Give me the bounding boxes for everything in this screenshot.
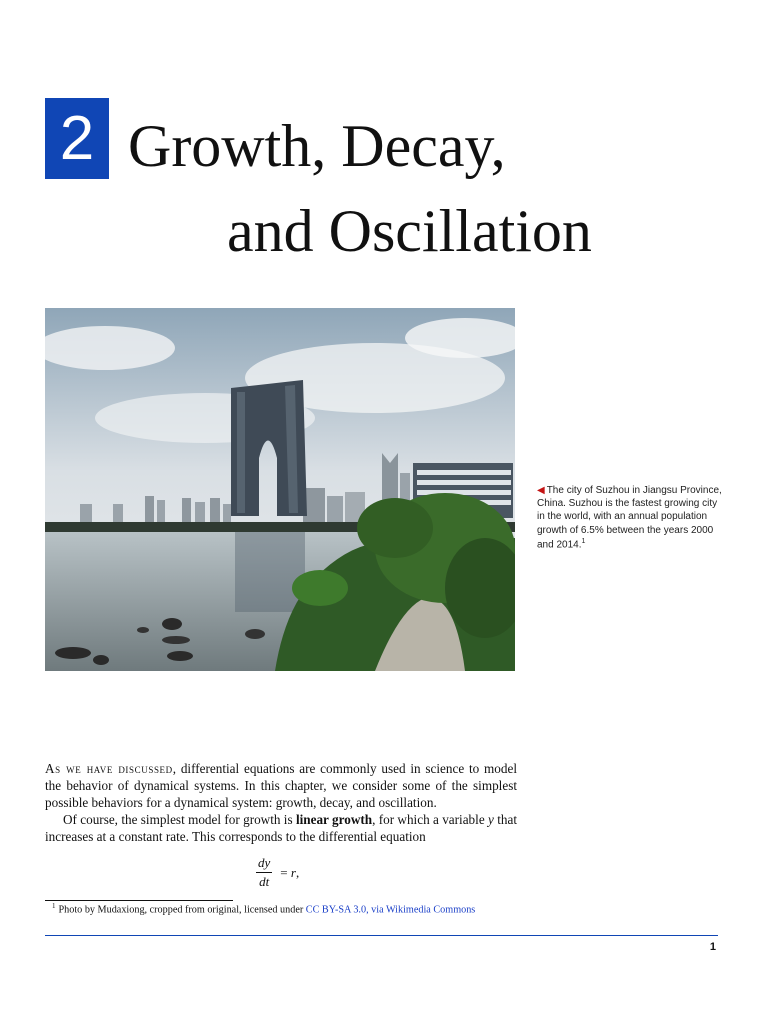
suzhou-photo	[45, 308, 515, 671]
equation	[256, 855, 299, 890]
page-footer-rule	[45, 935, 718, 936]
paragraph-1-text: , differential equations are commonly used in science to model the behavior of dynamical systems. In this chapter, we consider some of the simplest possible behaviors for a dynamical system: growth, decay, and oscillation.	[45, 761, 517, 810]
variable-y: y	[488, 812, 494, 827]
chapter-number-badge	[45, 98, 109, 179]
caption-triangle-icon: ◀	[537, 485, 545, 496]
paragraph-1	[45, 760, 517, 811]
page-number: 1	[709, 941, 716, 953]
paragraph-2-middle: , for which a variable	[372, 812, 489, 827]
equation-comma: ,	[295, 864, 300, 880]
term-linear-growth: linear growth	[295, 812, 373, 827]
paragraph-lead-in: As we have discussed	[45, 761, 173, 776]
equation-denominator: dt	[259, 874, 270, 889]
equation-equals: =	[280, 864, 288, 880]
chapter-title-line-1: Growth, Decay,	[128, 113, 506, 179]
license-link[interactable]: CC BY-SA 3.0, via Wikimedia Commons	[305, 904, 476, 916]
footnote	[52, 902, 532, 915]
chapter-number: 2	[59, 103, 95, 173]
footnote-number: 1	[52, 902, 56, 910]
paragraph-2-after: that increases at a constant rate. This corresponds to the differential equation	[45, 812, 517, 844]
footnote-divider	[45, 900, 233, 901]
paragraph-2-before: Of course, the simplest model for growth is	[63, 812, 296, 827]
equation-fraction	[256, 855, 272, 890]
equation-rhs	[280, 865, 299, 881]
figure-caption	[537, 484, 725, 551]
chapter-title-line-2: and Oscillation	[227, 198, 592, 264]
caption-footnote-ref: 1	[581, 537, 586, 545]
footnote-text: Photo by Mudaxiong, cropped from original, licensed under	[58, 904, 306, 916]
caption-text: The city of Suzhou in Jiangsu Province, China. Suzhou is the fastest growing city in the world, with an annual population growth of 6.5% between the years 2000 and 2014.	[537, 485, 722, 551]
equation-numerator: dy	[256, 855, 272, 873]
body-text	[45, 760, 517, 845]
equation-r: r	[290, 864, 296, 880]
paragraph-2	[45, 811, 517, 845]
